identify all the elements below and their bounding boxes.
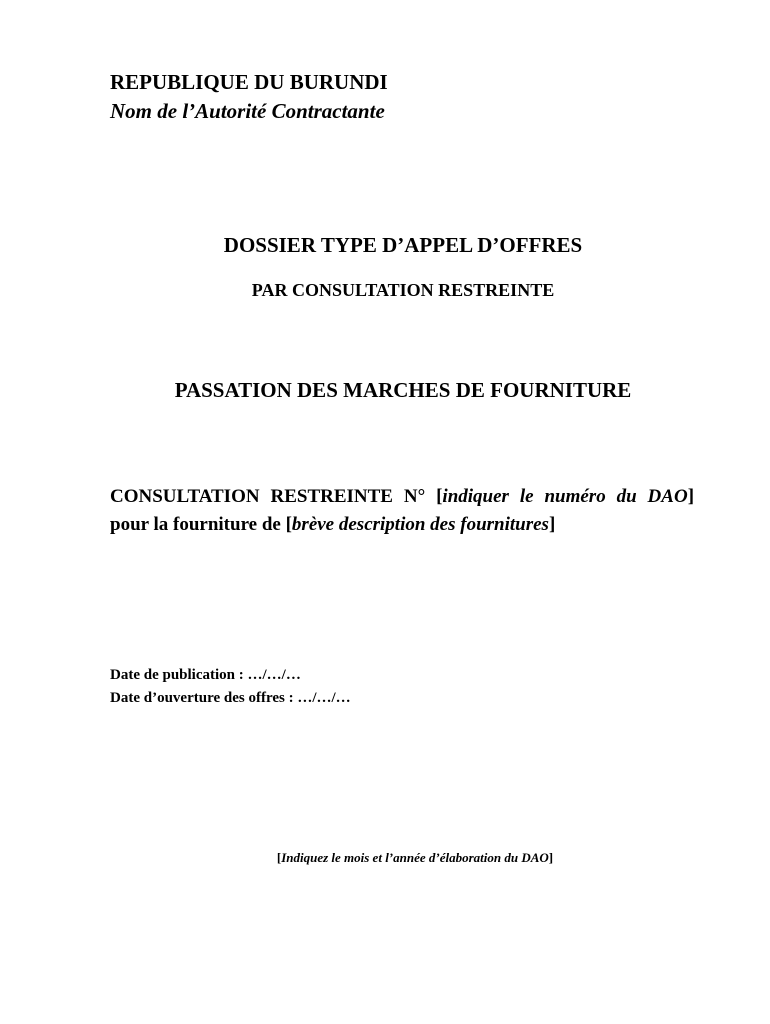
section-title: PASSATION DES MARCHES DE FOURNITURE (174, 378, 632, 402)
dates-block (110, 664, 351, 710)
document-subtitle: PAR CONSULTATION RESTREINTE (251, 280, 555, 300)
note-open-bracket: [ (276, 850, 282, 865)
document-title: DOSSIER TYPE D’APPEL D’OFFRES (223, 233, 583, 257)
consultation-suffix: ] (548, 514, 556, 535)
opening-date: Date d’ouverture des offres : …/…/… (110, 690, 351, 706)
country-heading: REPUBLIQUE DU BURUNDI (110, 70, 388, 94)
dao-number-placeholder: indiquer le numéro du DAO (442, 486, 688, 507)
note-close-bracket: ] (548, 850, 554, 865)
note-text: Indiquez le mois et l’année d’élaboration du DAO (281, 850, 549, 865)
contracting-authority: Nom de l’Autorité Contractante (110, 99, 385, 123)
publication-date: Date de publication : …/…/… (110, 667, 301, 683)
elaboration-date-note (0, 850, 770, 866)
supplies-description-placeholder: brève description des fournitures (291, 514, 549, 535)
consultation-prefix: CONSULTATION RESTREINTE N° [ (110, 486, 443, 507)
consultation-reference (110, 483, 694, 539)
consultation-middle: ] pour la fourniture de [ (110, 486, 695, 535)
